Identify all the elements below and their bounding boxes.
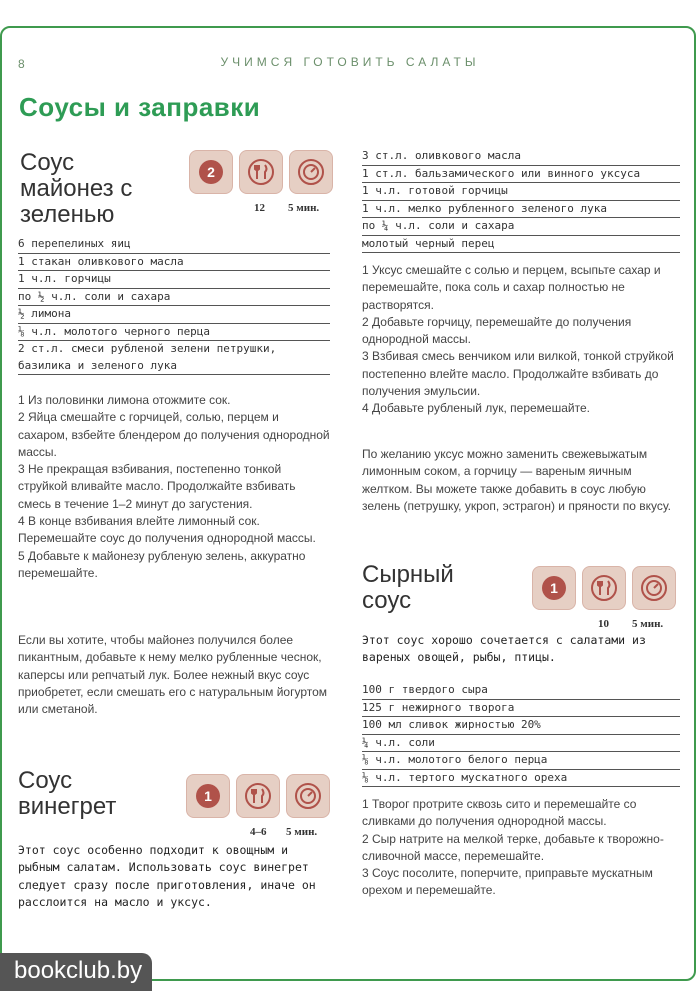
ingredient: 1 ч.л. готовой горчицы xyxy=(362,183,680,201)
recipe2-tip: По желанию уксус можно заменить свежевыжатым лимонным соком, а горчицу — вареным яичным желтком. Вы можете также добавить в соус любую зелень (петрушку, укроп, эстрагон) и пряности по вкусу. xyxy=(362,447,671,513)
recipe3-intro: Этот соус хорошо сочетается с салатами из вареных овощей, рыбы, птицы. xyxy=(362,633,646,665)
recipe1-icons xyxy=(189,150,333,194)
ingredient: 1 ст.л. бальзамического или винного уксуса xyxy=(362,166,680,184)
ingredient: ½ лимона xyxy=(18,306,330,324)
time-clock-icon xyxy=(286,774,330,818)
recipe2-intro: Этот соус особенно подходит к овощным и рыбным салатам. Использовать соус винегрет следует сразу после приготовления, иначе он расслоится на масло и уксус. xyxy=(18,843,316,909)
recipe2-steps: 1 Уксус смешайте с солью и перцем, всыпьте сахар и перемешайте, пока соль и сахар полностью не растворятся. 2 Добавьте горчицу, перемешайте до получения однородной массы. 3 Взбивая смесь венчиком или вилкой, тонкой струйкой постепенно влейте масло. Продолжайте взбивать до получения эмульсии. 4 Добавьте рубленый лук, перемешайте. xyxy=(362,263,674,416)
difficulty-icon xyxy=(189,150,233,194)
recipe3-icons xyxy=(532,566,676,610)
recipe1-title: Соус майонез с зеленью xyxy=(20,149,133,228)
recipe1-ingredients xyxy=(18,236,330,375)
recipe3-servings: 10 xyxy=(598,618,609,630)
ingredient: по ¼ ч.л. соли и сахара xyxy=(362,218,680,236)
servings-fork-knife-icon xyxy=(239,150,283,194)
site-watermark: bookclub.by xyxy=(0,953,152,991)
ingredient: ⅛ ч.л. молотого черного перца xyxy=(18,324,330,342)
recipe1-servings: 12 xyxy=(254,202,265,214)
recipe3-steps: 1 Творог протрите сквозь сито и перемешайте со сливками до получения однородной массы. 2 Сыр натрите на мелкой терке, добавьте к творожно-сливочной массе, перемешайте. 3 Соус посолите, поперчите, приправьте мускатным орехом и перемешайте. xyxy=(362,797,664,898)
ingredient: молотый черный перец xyxy=(362,236,680,254)
time-clock-icon xyxy=(632,566,676,610)
ingredient: 3 ст.л. оливкового масла xyxy=(362,148,680,166)
ingredient: 1 ч.л. горчицы xyxy=(18,271,330,289)
ingredient: 2 ст.л. смеси рубленой зелени петрушки, базилика и зеленого лука xyxy=(18,341,330,375)
recipe1-steps: 1 Из половинки лимона отожмите сок. 2 Яйца смешайте с горчицей, солью, перцем и сахаром, взбейте блендером до получения однородной массы. 3 Не прекращая взбивания, постепенно тонкой струйкой вливайте масло. Продолжайте взбивать смесь в течение 1–2 минут до загустения. 4 В конце взбивания влейте лимонный сок. Перемешайте соус до получения однородной массы. 5 Добавьте к майонезу рубленую зелень, аккуратно перемешайте. xyxy=(18,393,330,580)
recipe2-ingredients xyxy=(362,148,680,253)
ingredient: ⅛ ч.л. тертого мускатного ореха xyxy=(362,770,680,788)
svg-text:2: 2 xyxy=(207,164,215,180)
ingredient: 100 г твердого сыра xyxy=(362,682,680,700)
servings-fork-knife-icon xyxy=(582,566,626,610)
time-clock-icon xyxy=(289,150,333,194)
ingredient: 125 г нежирного творога xyxy=(362,700,680,718)
ingredient: 1 ч.л. мелко рубленного зеленого лука xyxy=(362,201,680,219)
ingredient: ¼ ч.л. соли xyxy=(362,735,680,753)
recipe2-time: 5 мин. xyxy=(286,826,318,838)
running-header: УЧИМСЯ ГОТОВИТЬ САЛАТЫ xyxy=(220,55,480,69)
section-title: Соусы и заправки xyxy=(19,92,261,122)
ingredient: по ½ ч.л. соли и сахара xyxy=(18,289,330,307)
recipe3-title: Сырный соус xyxy=(362,561,454,614)
page-number: 8 xyxy=(18,57,25,71)
svg-text:1: 1 xyxy=(204,788,212,804)
recipe2-title: Соус винегрет xyxy=(18,767,117,820)
recipe1-tip: Если вы хотите, чтобы майонез получился более пикантным, добавьте к нему мелко рубленные чеснок, каперсы или репчатый лук. Более нежный вкус соус приобретет, если смешать его с натуральным йогуртом или сметаной. xyxy=(18,633,328,717)
ingredient: 1 стакан оливкового масла xyxy=(18,254,330,272)
recipe2-icons xyxy=(186,774,330,818)
servings-fork-knife-icon xyxy=(236,774,280,818)
ingredient: 6 перепелиных яиц xyxy=(18,236,330,254)
svg-text:1: 1 xyxy=(550,580,558,596)
ingredient: ⅛ ч.л. молотого белого перца xyxy=(362,752,680,770)
recipe3-ingredients xyxy=(362,682,680,787)
recipe2-servings: 4–6 xyxy=(250,826,267,838)
recipe3-time: 5 мин. xyxy=(632,618,664,630)
recipe1-time: 5 мин. xyxy=(288,202,320,214)
ingredient: 100 мл сливок жирностью 20% xyxy=(362,717,680,735)
difficulty-icon xyxy=(532,566,576,610)
difficulty-icon xyxy=(186,774,230,818)
